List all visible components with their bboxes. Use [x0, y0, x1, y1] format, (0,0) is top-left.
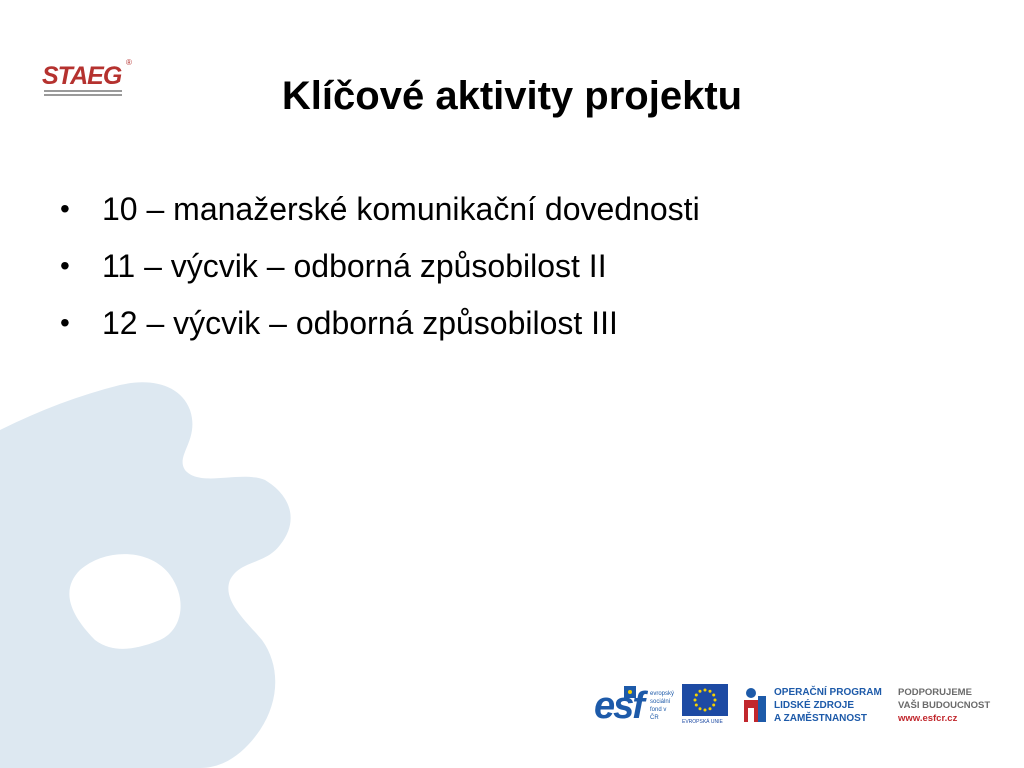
logo-text: STAEG	[42, 62, 122, 90]
op-line: OPERAČNÍ PROGRAM	[774, 687, 882, 698]
funding-logos	[590, 680, 1010, 730]
eu-label: EVROPSKÁ UNIE	[682, 719, 723, 725]
bullet-text: 11 – výcvik – odborná způsobilost II	[102, 248, 607, 284]
op-line: LIDSKÉ ZDROJE	[774, 700, 855, 711]
eu-logo	[682, 684, 728, 728]
bullet-text: 12 – výcvik – odborná způsobilost III	[102, 305, 618, 341]
bullet-item	[58, 247, 700, 285]
bullet-dot: •	[60, 250, 70, 281]
bullet-item	[58, 190, 700, 228]
esf-caption-line: sociální	[650, 699, 671, 705]
bullet-dot: •	[60, 307, 70, 338]
support-text	[898, 686, 990, 725]
op-line: A ZAMĚSTNANOST	[774, 713, 867, 724]
esf-caption-line: evropský	[650, 691, 675, 697]
bullet-item	[58, 304, 700, 342]
esf-url-link[interactable]: www.esfcr.cz	[898, 713, 958, 724]
slide-title: Klíčové aktivity projektu	[281, 74, 743, 118]
support-line: VAŠI BUDOUCNOST	[898, 700, 991, 711]
bullet-dot: •	[60, 193, 70, 224]
bullet-list	[58, 190, 700, 361]
op-lzz-icon	[742, 686, 768, 724]
bullet-text: 10 – manažerské komunikační dovednosti	[102, 191, 700, 227]
esf-logo	[594, 684, 674, 728]
eu-flag-icon	[682, 684, 728, 716]
esf-caption-line: fond v ČR	[650, 707, 667, 721]
esf-caption	[650, 690, 674, 722]
registered-mark: ®	[126, 58, 132, 67]
op-program-text	[774, 686, 882, 725]
support-line: PODPORUJEME	[898, 687, 972, 698]
esf-mark: esf	[594, 685, 643, 727]
